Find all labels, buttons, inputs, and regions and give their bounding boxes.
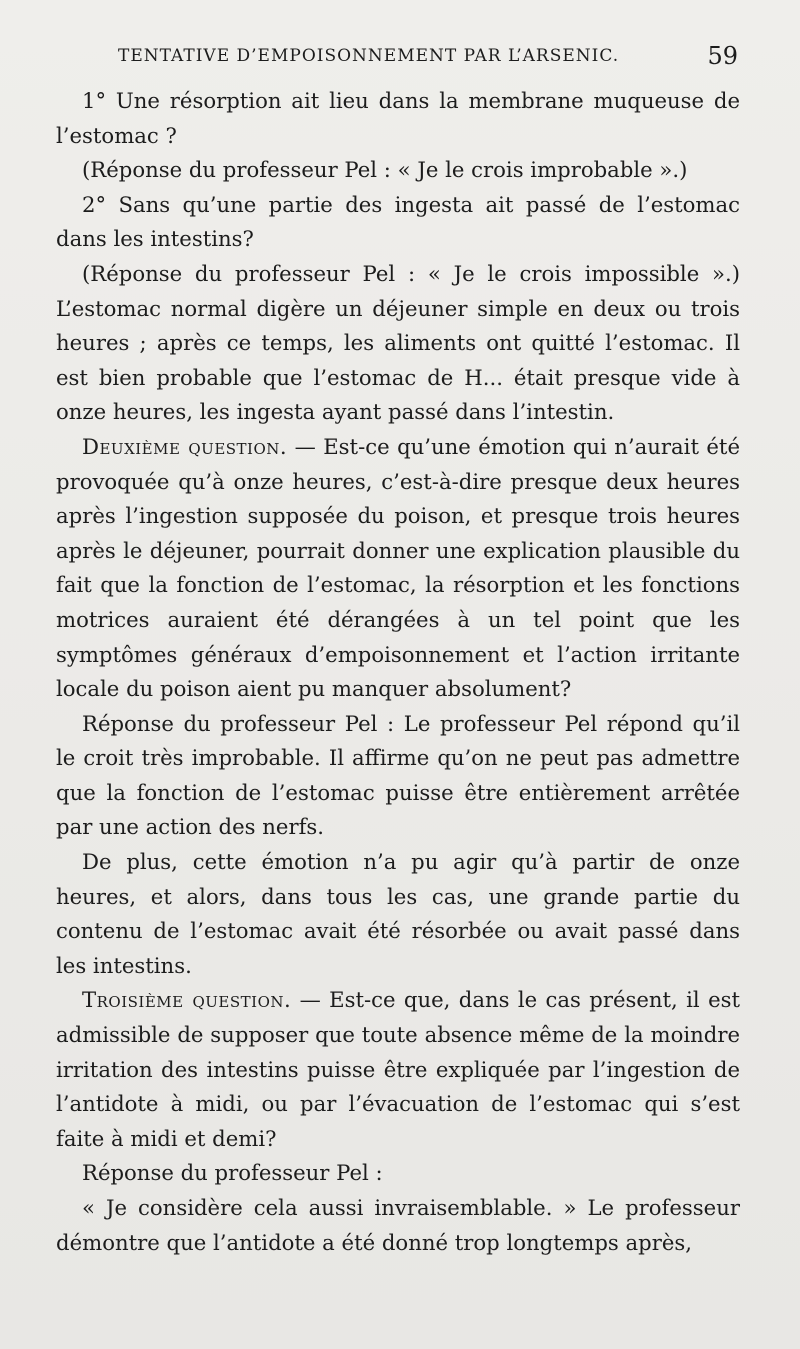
running-title: TENTATIVE D’EMPOISONNEMENT PAR L’ARSENIC. [118, 46, 620, 66]
paragraph-deuxieme-question [56, 430, 740, 707]
paragraph-question-2: 2° Sans qu’une partie des ingesta ait passé de l’estomac dans les intestins? [56, 191, 740, 252]
running-header [118, 42, 738, 70]
paragraph-quote: « Je considère cela aussi invraisemblable. » Le professeur démontre que l’antidote a été donné trop longtemps après, [56, 1195, 740, 1255]
paragraph-de-plus: De plus, cette émotion n’a pu agir qu’à partir de onze heures, et alors, dans tous les cas, une grande partie du contenu de l’estomac avait été résorbée ou avait passé dans les intestins. [56, 849, 740, 978]
paragraph-reponse-pel-2: Réponse du professeur Pel : [82, 1160, 383, 1186]
paragraph-troisieme-question [56, 983, 740, 1156]
section-text-troisieme: — Est-ce que, dans le cas présent, il est admissible de supposer que toute absence même de la moindre irritation des intestins puisse être expliquée par l’ingestion de l’antidote à midi, ou par l’évacuation de l’estomac qui s’est faite à midi et demi? [56, 987, 740, 1151]
page-number: 59 [707, 42, 738, 70]
paragraph-answer-2: (Réponse du professeur Pel : « Je le crois impossible ».) L’estomac normal digère un déjeuner simple en deux ou trois heures ; après ce temps, les aliments ont quitté l’estomac. Il est bien probable que l’estomac de H... était presque vide à onze heures, les ingesta ayant passé dans l’intestin. [56, 260, 740, 425]
page-body [56, 84, 740, 1260]
section-text-deuxieme: — Est-ce qu’une émotion qui n’aurait été provoquée qu’à onze heures, c’est-à-dire presque deux heures après l’ingestion supposée du poison, et presque trois heures après le déjeuner, pourrait donner une explication plausible du fait que la fonction de l’estomac, la résorption et les fonctions motrices auraient été dérangées à un tel point que les symptômes généraux d’empoisonnement et l’action irritante locale du poison aient pu manquer absolument? [56, 433, 740, 702]
paragraph-answer-1: (Réponse du professeur Pel : « Je le crois improbable ».) [82, 157, 688, 183]
paragraph-question-1: 1° Une résorption ait lieu dans la membrane muqueuse de l’estomac ? [56, 88, 740, 148]
section-label-deuxieme: Deuxième question. [82, 433, 288, 459]
paragraph-reponse-pel-1: Réponse du professeur Pel : Le professeur Pel répond qu’il le croit très improbable. Il affirme qu’on ne peut pas admettre que la fonction de l’estomac puisse être entièrement arrêtée par une action des nerfs. [56, 710, 740, 840]
section-label-troisieme: Troisième question. [82, 987, 292, 1013]
